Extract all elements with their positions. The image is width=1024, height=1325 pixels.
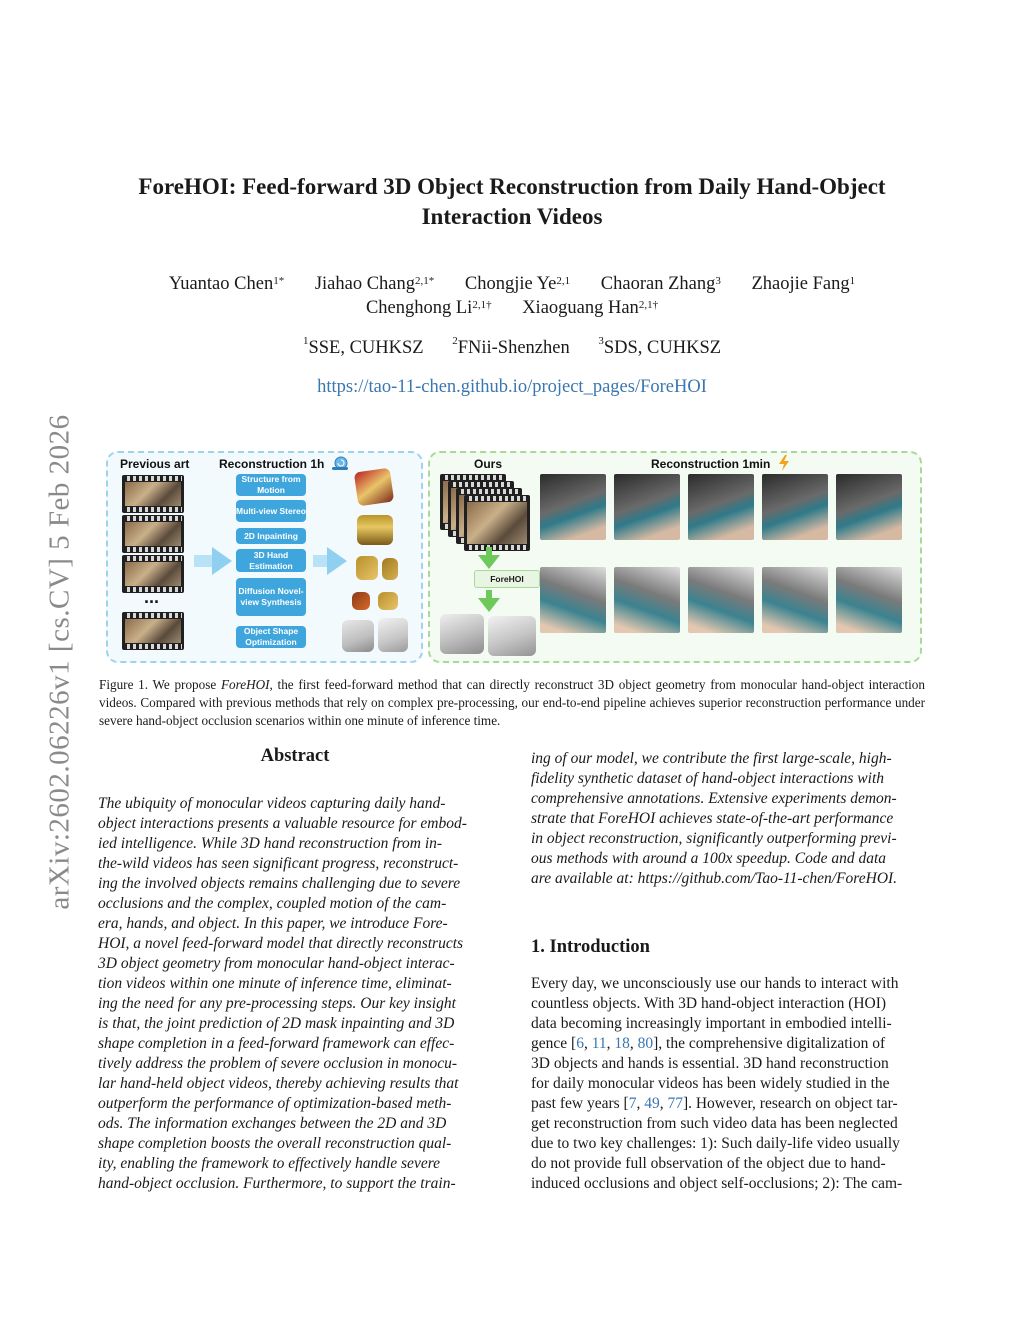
object-render	[354, 468, 394, 507]
previous-art-label: Previous art	[120, 457, 190, 471]
ours-label: Ours	[474, 457, 503, 471]
video-frame	[122, 475, 184, 513]
author: Yuantao Chen$^{1*}$	[168, 274, 285, 294]
step-structure-from-motion: Structure from Motion	[236, 474, 306, 496]
affiliation: $^2$FNii-Shenzhen	[452, 335, 570, 358]
abstract-heading: Abstract	[260, 746, 330, 766]
object-render	[488, 616, 536, 656]
author: Xiaoguang Han$^{2,1\dagger}$	[522, 298, 659, 318]
citation-link[interactable]: 18	[614, 1035, 630, 1052]
video-frame	[464, 495, 530, 551]
abstract-body: The ubiquity of monocular videos capturing daily hand- object interactions presents a valuable resource for embod- ied intelligence. While 3D hand reconstruction from in- the-wild videos has seen significant progress, reconstruct- ing the involved objects remains challenging due to severe occlusions and the complex, coupled motion of the cam- era, hands, and object. In this paper, we introduce Fore- HOI, a novel feed-forward model that directly reconstructs 3D object geometry from monocular hand-object interac- tion videos within one minute of inference time, eliminat- ing the need for any pre-processing steps. Our key insight is that, the joint prediction of 2D mask inpainting and 3D shape completion in a feed-forward framework can effec- tively address the problem of severe occlusion in monocu- lar hand-held object videos, thereby achieving results that outperform the performance of optimization-based meth- ods. The information exchanges between the 2D and 3D shape completion boosts the overall reconstruction qual- ity, enabling the framework to effectively handle severe hand-object occlusion. Furthermore, to support the train-	[98, 795, 467, 1192]
reconstruction-1min-label: Reconstruction 1min	[651, 457, 771, 471]
author: Jiahao Chang$^{2,1*}$	[314, 274, 435, 294]
arrow	[212, 547, 232, 575]
figure-caption: Figure 1. We propose ForeHOI, the first feed-forward method that can directly reconstruct 3D object geometry from monocular hand-object interaction videos. Compared with previous methods that rely on complex pre-processing, our end-to-end pipeline achieves superior reconstruction performance under severe hand-object occlusion scenarios within one minute of inference time.	[99, 677, 925, 728]
object-render	[356, 556, 378, 580]
abstract-body-continued: ing of our model, we contribute the first large-scale, high- fidelity synthetic dataset of hand-object interactions with comprehensive annotations. Extensive experiments demon- strate that ForeHOI achieves state-of-the-art performance in object reconstruction, significantly outperforming previ- ous methods with around a 100x speedup. Code and data are available at: https://github.com/Tao-11-chen/ForeHOI.	[531, 750, 898, 887]
title-line-1: ForeHOI: Feed-forward 3D Object Reconstruction from Daily Hand-Object	[138, 174, 886, 199]
affiliations	[0, 335, 1024, 359]
arrow	[478, 598, 500, 612]
lightning-icon	[778, 455, 790, 471]
step-multi-view-stereo: Multi-view Stereo	[236, 500, 306, 522]
step-3d-hand-estimation: 3D Hand Estimation	[236, 549, 306, 572]
arrow	[313, 555, 327, 567]
paper-title	[0, 172, 1024, 232]
result-image	[762, 474, 828, 540]
result-image	[836, 567, 902, 633]
result-image	[688, 567, 754, 633]
introduction-body: Every day, we unconsciously use our hands to interact with countless objects. With 3D hand-object interaction (HOI) data becoming increasingly important in embodied intelli- gence [6, 11, 18, 80], the comprehensive digitalization of 3D objects and hands is essential. 3D hand reconstruction for daily monocular videos has been widely studied in the past few years [7, 49, 77]. However, research on object tar- get reconstruction from such video data has been neglected due to two key challenges: 1): Such daily-life video usually do not provide full observation of the object due to hand- induced occlusions and object self-occlusions; 2): The cam-	[531, 975, 903, 1192]
author: Chaoran Zhang$^3$	[600, 274, 721, 294]
video-frame	[122, 515, 184, 553]
citation-link[interactable]: 7	[628, 1095, 637, 1112]
author: Zhaojie Fang$^1$	[751, 274, 856, 294]
snail-icon	[331, 455, 349, 471]
ellipsis: ...	[144, 587, 160, 607]
step-object-shape-optimization: Object Shape Optimization	[236, 626, 306, 648]
result-image	[614, 567, 680, 633]
citation-link[interactable]: 80	[637, 1035, 654, 1052]
object-render	[357, 515, 393, 545]
citation-link[interactable]: 77	[667, 1095, 683, 1112]
object-render	[382, 558, 398, 580]
object-render	[342, 620, 374, 652]
object-render	[440, 614, 484, 654]
citation-link[interactable]: 11	[591, 1035, 607, 1052]
result-image	[614, 474, 680, 540]
step-2d-inpainting: 2D Inpainting	[236, 528, 306, 544]
author: Chongjie Ye$^{2,1}$	[464, 274, 571, 294]
arxiv-stamp: arXiv:2602.06226v1 [cs.CV] 5 Feb 2026	[43, 414, 76, 910]
step-diffusion-novel-view-synthesis: Diffusion Novel-view Synthesis	[236, 578, 306, 616]
affiliation: $^1$SSE, CUHKSZ	[302, 335, 424, 358]
author: Chenghong $Li^{2,1\dagger}$	[365, 298, 492, 318]
author-list	[0, 272, 1024, 320]
result-image	[836, 474, 902, 540]
reconstruction-1h-label: Reconstruction 1h	[219, 457, 325, 471]
arrow	[194, 555, 212, 567]
affiliation: $^3$SDS, CUHKSZ	[598, 335, 722, 358]
object-render	[378, 618, 408, 652]
forehoi-model-box: ForeHOI	[474, 570, 540, 588]
video-frame	[122, 612, 184, 650]
project-url-link[interactable]: https://tao-11-chen.github.io/project_pages/ForeHOI	[317, 377, 707, 397]
result-image	[762, 567, 828, 633]
result-image	[688, 474, 754, 540]
citation-link[interactable]: 49	[644, 1095, 660, 1112]
object-render	[352, 592, 370, 610]
arrow	[327, 547, 347, 575]
title-line-2: Interaction Videos	[421, 204, 603, 229]
introduction-heading: 1. Introduction	[531, 937, 650, 957]
citation-link[interactable]: 6	[576, 1035, 584, 1052]
arrow	[478, 555, 500, 569]
result-image	[540, 474, 606, 540]
object-render	[378, 592, 398, 610]
result-image	[540, 567, 606, 633]
